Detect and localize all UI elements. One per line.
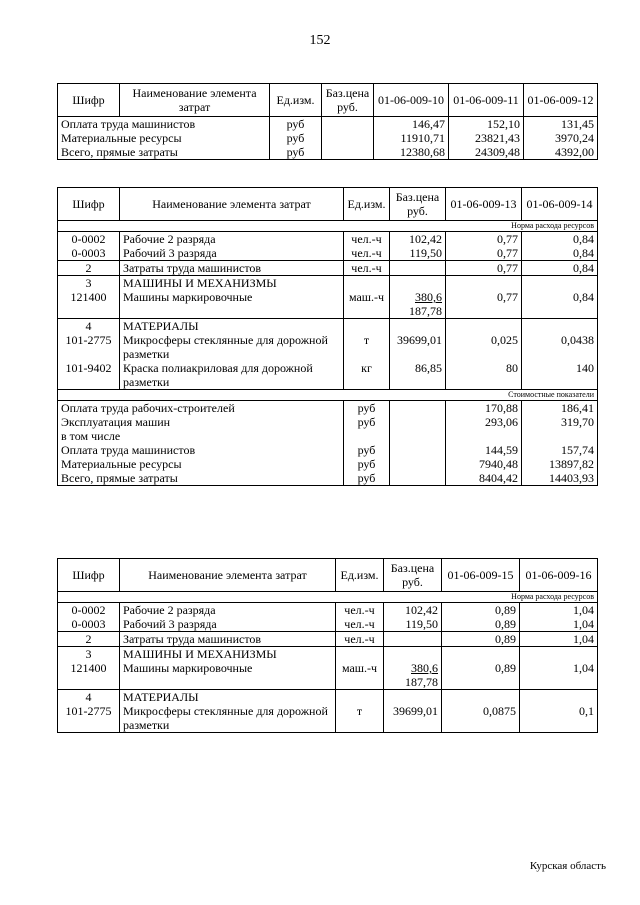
table-row: 121400 Машины маркировочные маш.-ч 380,6 187,78 0,77 0,84 xyxy=(58,290,598,319)
table-row: в том числе xyxy=(58,429,598,443)
header-code: Шифр xyxy=(58,559,120,592)
footer-region: Курская область xyxy=(529,860,606,872)
header-base-price: Баз.цена руб. xyxy=(384,559,442,592)
table-row: 0-0002 Рабочие 2 разряда чел.-ч 102,42 0,77 0,84 xyxy=(58,232,598,247)
section-row: 4 МАТЕРИАЛЫ xyxy=(58,319,598,334)
header-unit: Ед.изм. xyxy=(270,84,322,117)
table-row: Эксплуатация машин руб 293,06 319,70 xyxy=(58,415,598,429)
section-row: 4 МАТЕРИАЛЫ xyxy=(58,690,598,705)
header-col-12: 01-06-009-12 xyxy=(524,84,598,117)
table-row: Материальные ресурсы руб 11910,71 23821,43 3970,24 xyxy=(58,131,598,145)
page-number: 152 xyxy=(309,33,331,48)
header-col-14: 01-06-009-14 xyxy=(522,188,598,221)
header-code: Шифр xyxy=(58,84,120,117)
header-name: Наименование элемента затрат xyxy=(120,559,336,592)
table-row: Материальные ресурсы руб 7940,48 13897,82 xyxy=(58,457,598,471)
header-unit: Ед.изм. xyxy=(344,188,390,221)
table-row: Всего, прямые затраты руб 12380,68 24309,48 4392,00 xyxy=(58,145,598,160)
table-row: 0-0002 Рабочие 2 разряда чел.-ч 102,42 0,89 1,04 xyxy=(58,603,598,618)
cost-label: Стоимостные показатели xyxy=(58,390,598,401)
cost-table-1 xyxy=(57,83,598,160)
header-col-16: 01-06-009-16 xyxy=(520,559,598,592)
header-unit: Ед.изм. xyxy=(336,559,384,592)
table-row: 101-9402 Краска полиакриловая для дорожной разметки кг 86,85 80 140 xyxy=(58,361,598,390)
header-col-13: 01-06-009-13 xyxy=(446,188,522,221)
header-name: Наименование элемента затрат xyxy=(120,188,344,221)
norm-label: Норма расхода ресурсов xyxy=(58,592,598,603)
table-row: Оплата труда рабочих-строителей руб 170,88 186,41 xyxy=(58,401,598,416)
cost-table-3 xyxy=(57,558,598,733)
header-base-price: Баз.цена руб. xyxy=(322,84,374,117)
header-col-15: 01-06-009-15 xyxy=(442,559,520,592)
table-row: Всего, прямые затраты руб 8404,42 14403,93 xyxy=(58,471,598,486)
section-row: 3 МАШИНЫ И МЕХАНИЗМЫ xyxy=(58,647,598,662)
norm-label: Норма расхода ресурсов xyxy=(58,221,598,232)
table-row: 0-0003 Рабочий 3 разряда чел.-ч 119,50 0,89 1,04 xyxy=(58,617,598,632)
table-row: 2 Затраты труда машинистов чел.-ч 0,89 1,04 xyxy=(58,632,598,647)
table-row: 101-2775 Микросферы стеклянные для дорожной разметки т 39699,01 0,0875 0,1 xyxy=(58,704,598,733)
table-row: 121400 Машины маркировочные маш.-ч 380,6 187,78 0,89 1,04 xyxy=(58,661,598,690)
cost-table-2 xyxy=(57,187,598,486)
section-row: 3 МАШИНЫ И МЕХАНИЗМЫ xyxy=(58,276,598,291)
header-name: Наименование элемента затрат xyxy=(120,84,270,117)
table-row: Оплата труда машинистов руб 144,59 157,74 xyxy=(58,443,598,457)
header-code: Шифр xyxy=(58,188,120,221)
header-base-price: Баз.цена руб. xyxy=(390,188,446,221)
table-row: 0-0003 Рабочий 3 разряда чел.-ч 119,50 0,77 0,84 xyxy=(58,246,598,261)
header-col-11: 01-06-009-11 xyxy=(449,84,524,117)
header-col-10: 01-06-009-10 xyxy=(374,84,449,117)
table-row: Оплата труда машинистов руб 146,47 152,10 131,45 xyxy=(58,117,598,132)
table-row: 2 Затраты труда машинистов чел.-ч 0,77 0,84 xyxy=(58,261,598,276)
table-row: 101-2775 Микросферы стеклянные для дорожной разметки т 39699,01 0,025 0,0438 xyxy=(58,333,598,361)
